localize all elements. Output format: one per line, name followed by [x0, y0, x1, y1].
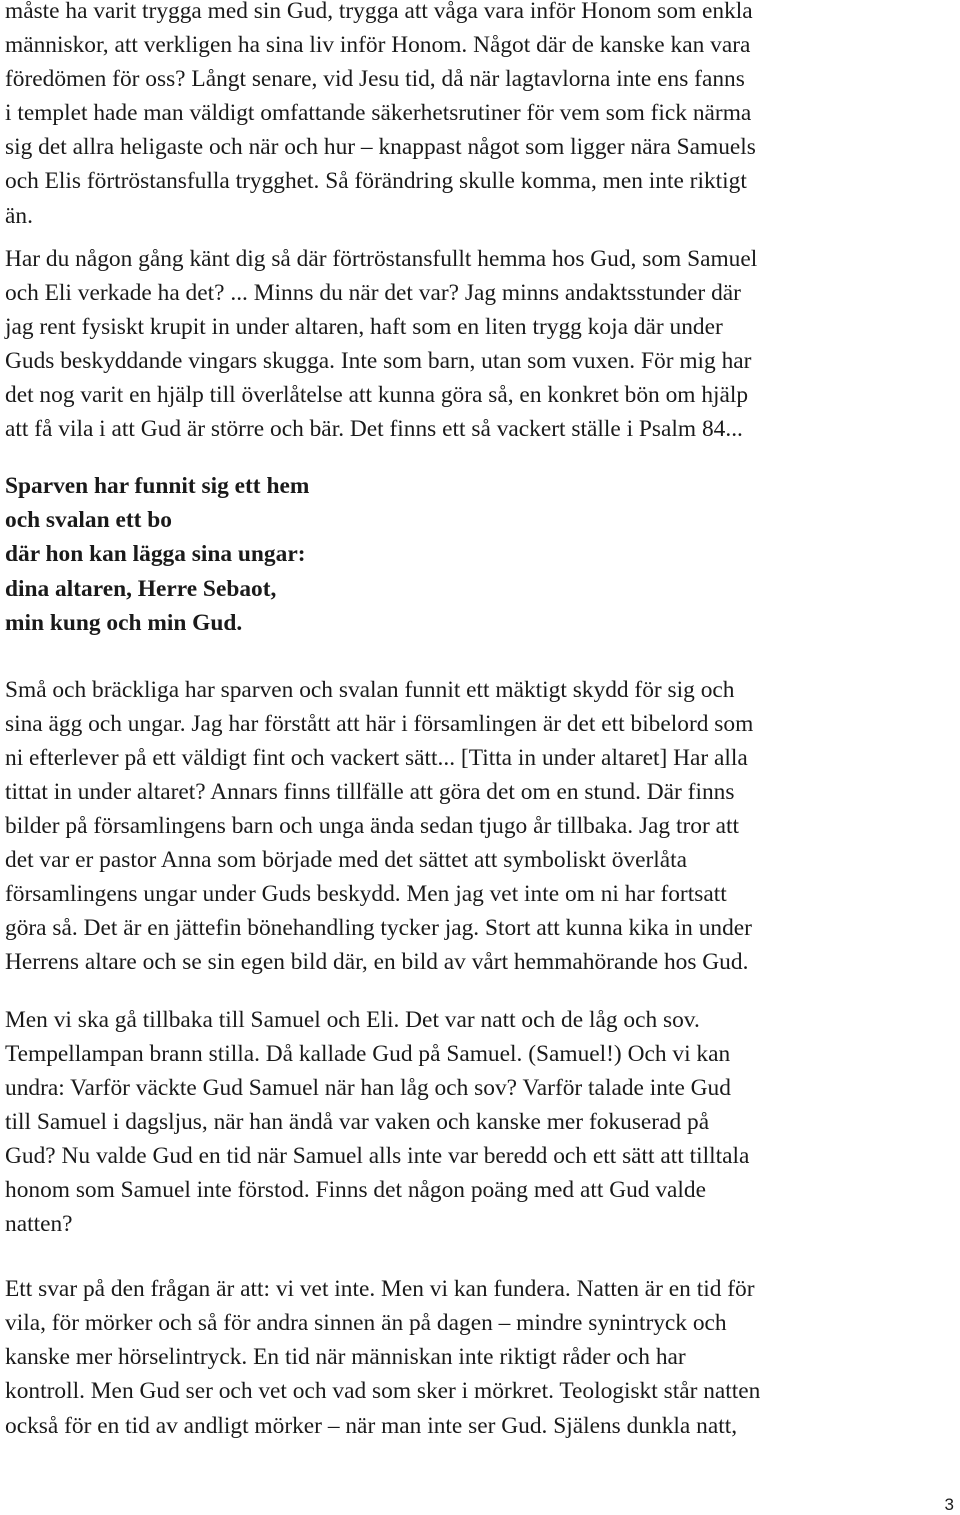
- text-line: föredömen för oss? Långt senare, vid Jesu tid, då när lagtavlorna inte ens fanns: [5, 66, 745, 93]
- text-line: tittat in under altaret? Annars finns tillfälle att göra det om en stund. Där finns: [5, 778, 735, 805]
- text-line: och Eli verkade ha det? ... Minns du när det var? Jag minns andaktsstunder där: [5, 279, 741, 306]
- paragraph-1: [5, 0, 955, 233]
- quote-line: Sparven har funnit sig ett hem: [5, 473, 310, 500]
- page-number: 3: [944, 1495, 954, 1514]
- text-line: Guds beskyddande vingars skugga. Inte som barn, utan som vuxen. För mig har: [5, 347, 752, 374]
- text-line: Små och bräckliga har sparven och svalan funnit ett mäktigt skydd för sig och: [5, 676, 735, 703]
- text-line: också för en tid av andligt mörker – när man inte ser Gud. Själens dunkla natt,: [5, 1412, 738, 1439]
- text-line: Tempellampan brann stilla. Då kallade Gud på Samuel. (Samuel!) Och vi kan: [5, 1040, 731, 1067]
- document-body: [5, 0, 955, 1443]
- quote-line: och svalan ett bo: [5, 507, 172, 534]
- text-line: ni efterlever på ett väldigt fint och vackert sätt... [Titta in under altaret] Har alla: [5, 744, 748, 771]
- quote-line: dina altaren, Herre Sebaot,: [5, 575, 277, 602]
- text-line: jag rent fysiskt krupit in under altaren, haft som en liten trygg koja där under: [5, 313, 723, 340]
- text-line: i templet hade man väldigt omfattande säkerhetsrutiner för vem som fick närma: [5, 100, 752, 127]
- text-line: vila, för mörker och så för andra sinnen än på dagen – mindre synintryck och: [5, 1310, 727, 1337]
- text-line: människor, att verkligen ha sina liv inför Honom. Något där de kanske kan vara: [5, 32, 751, 59]
- quote-line: där hon kan lägga sina ungar:: [5, 541, 306, 568]
- text-line: och Elis förtröstansfulla trygghet. Så förändring skulle komma, men inte riktigt: [5, 168, 747, 195]
- text-line: bilder på församlingens barn och unga ända sedan tjugo år tillbaka. Jag tror att: [5, 813, 739, 840]
- paragraph-5: [5, 1003, 955, 1242]
- text-line: undra: Varför väckte Gud Samuel när han låg och sov? Varför talade inte Gud: [5, 1074, 731, 1101]
- text-line: församlingens ungar under Guds beskydd. Men jag vet inte om ni har fortsatt: [5, 881, 727, 908]
- text-line: kanske mer hörselintryck. En tid när människan inte riktigt råder och har: [5, 1344, 686, 1371]
- text-line: att få vila i att Gud är större och bär. Det finns ett så vackert ställe i Psalm 84...: [5, 416, 743, 443]
- text-line: sina ägg och ungar. Jag har förstått att här i församlingen är det ett bibelord som: [5, 710, 754, 737]
- psalm-quote: [5, 469, 955, 639]
- text-line: till Samuel i dagsljus, när han ändå var vaken och kanske mer fokuserad på: [5, 1108, 710, 1135]
- text-line: Ett svar på den frågan är att: vi vet inte. Men vi kan fundera. Natten är en tid för: [5, 1276, 755, 1303]
- text-line: Gud? Nu valde Gud en tid när Samuel alls inte var beredd och ett sätt att tilltala: [5, 1142, 750, 1169]
- text-line: än.: [5, 202, 33, 229]
- text-line: kontroll. Men Gud ser och vet och vad som sker i mörkret. Teologiskt står natten: [5, 1378, 761, 1405]
- text-line: Herrens altare och se sin egen bild där, en bild av vårt hemmahörande hos Gud.: [5, 949, 749, 976]
- text-line: det var er pastor Anna som började med det sättet att symboliskt överlåta: [5, 847, 688, 874]
- text-line: göra så. Det är en jättefin bönehandling tycker jag. Stort att kunna kika in under: [5, 915, 752, 942]
- text-line: honom som Samuel inte förstod. Finns det någon poäng med att Gud valde: [5, 1177, 706, 1203]
- text-line: Men vi ska gå tillbaka till Samuel och Eli. Det var natt och de låg och sov.: [5, 1006, 700, 1033]
- paragraph-2: [5, 242, 955, 447]
- text-line: natten?: [5, 1211, 73, 1238]
- paragraph-4: [5, 673, 955, 980]
- paragraph-6: [5, 1272, 955, 1442]
- text-line: sig det allra heligaste och när och hur – knappast något som ligger nära Samuels: [5, 134, 756, 161]
- text-line: Har du någon gång känt dig så där förtröstansfullt hemma hos Gud, som Samuel: [5, 245, 758, 272]
- quote-line: min kung och min Gud.: [5, 609, 243, 636]
- text-line: måste ha varit trygga med sin Gud, trygga att våga vara inför Honom som enkla: [5, 0, 753, 24]
- text-line: det nog varit en hjälp till överlåtelse att kunna göra så, en konkret bön om hjälp: [5, 382, 749, 409]
